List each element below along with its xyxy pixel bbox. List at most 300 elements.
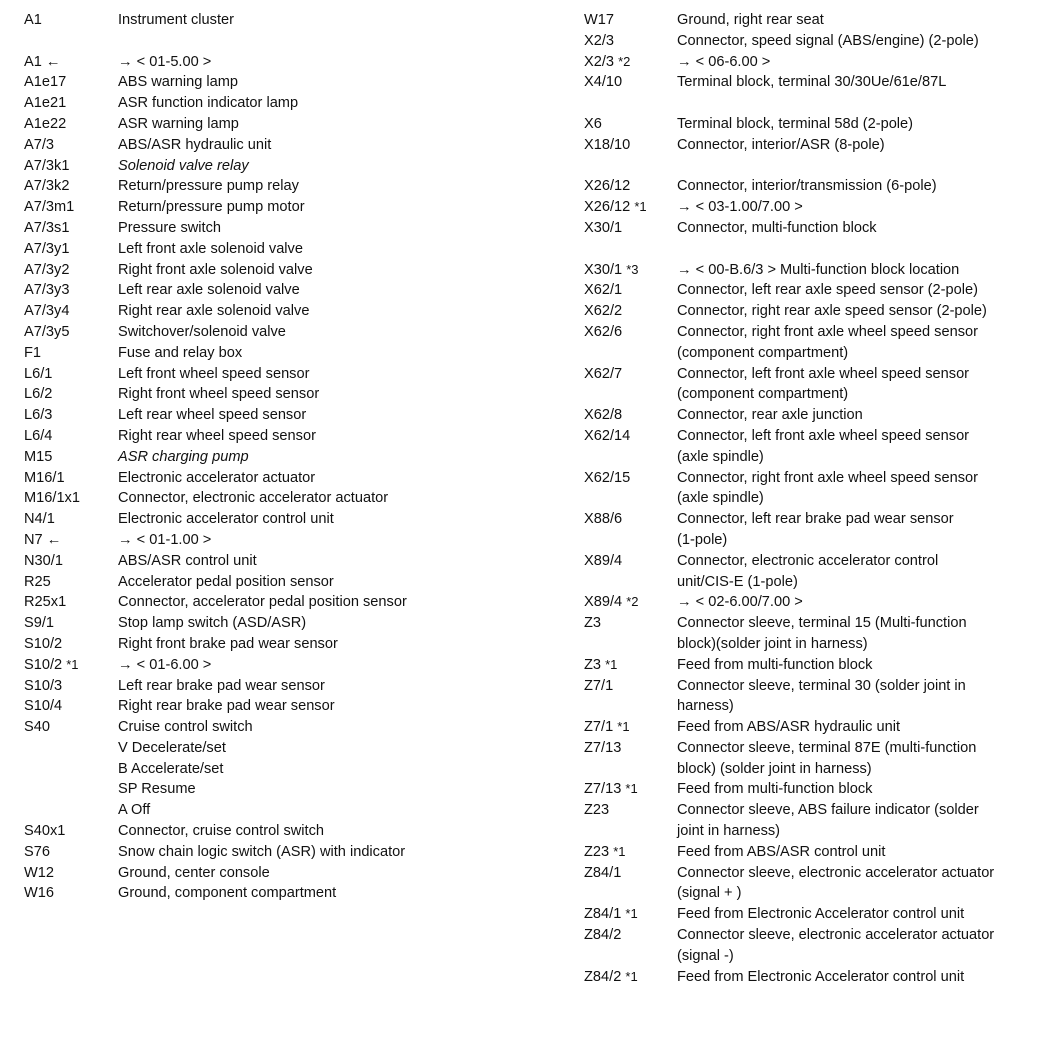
component-description: V Decelerate/set xyxy=(118,739,226,756)
component-code xyxy=(584,800,677,821)
component-code xyxy=(24,343,118,364)
component-code-text: Z84/1 xyxy=(584,864,622,881)
component-code xyxy=(584,364,677,385)
legend-entry xyxy=(24,779,524,800)
component-code xyxy=(24,551,118,572)
legend-entry xyxy=(24,176,524,197)
legend-entry xyxy=(24,260,524,281)
legend-entry xyxy=(24,842,524,863)
component-description: Connector sleeve, terminal 30 (solder joint in harness) xyxy=(677,677,966,715)
component-code-text: Z84/1 xyxy=(584,906,622,923)
legend-entry xyxy=(584,301,1054,322)
component-code xyxy=(584,613,677,634)
component-description: Instrument cluster xyxy=(118,12,234,28)
blank-line xyxy=(24,31,524,52)
component-code xyxy=(584,842,677,863)
component-description: Connector, accelerator pedal position sensor xyxy=(118,594,407,611)
footnote-marker: *1 xyxy=(617,719,630,735)
component-description: Connector, right front axle wheel speed sensor (axle spindle) xyxy=(677,469,978,507)
component-code xyxy=(24,239,118,260)
component-code xyxy=(584,717,677,738)
legend-entry xyxy=(24,322,524,343)
component-description: Connector, multi-function block xyxy=(677,219,877,236)
component-code xyxy=(584,197,677,218)
legend-entry xyxy=(24,509,524,530)
component-description: Connector, left rear brake pad wear sensor (1-pole) xyxy=(677,511,954,548)
component-description: Connector, electronic accelerator control unit/CIS-E (1-pole) xyxy=(677,552,939,590)
blank-line xyxy=(584,239,1054,260)
component-code-text: A1 ← xyxy=(24,53,61,70)
legend-entry xyxy=(584,52,1054,73)
legend-entry xyxy=(24,696,524,717)
footnote-marker: *1 xyxy=(66,656,79,672)
legend-entry xyxy=(584,31,1054,52)
component-code-text: X62/15 xyxy=(584,469,631,486)
component-code-text: L6/1 xyxy=(24,365,53,382)
component-description: Return/pressure pump relay xyxy=(118,178,299,195)
component-code xyxy=(584,176,677,197)
component-code xyxy=(24,72,118,93)
component-description: Right rear brake pad wear sensor xyxy=(118,698,335,715)
component-description: Feed from Electronic Accelerator control unit xyxy=(677,968,965,985)
component-code-text: W17 xyxy=(584,12,615,28)
component-description: → < 01-1.00 > xyxy=(118,531,212,548)
component-code xyxy=(24,447,118,468)
component-code-text: X26/12 xyxy=(584,178,631,195)
component-code-text: A1 xyxy=(24,12,42,28)
legend-entry xyxy=(24,800,524,821)
component-code xyxy=(584,322,677,343)
component-description: Electronic accelerator control unit xyxy=(118,511,334,528)
component-description: B Accelerate/set xyxy=(118,760,224,777)
component-code xyxy=(584,405,677,426)
component-code xyxy=(24,218,118,239)
legend-entry xyxy=(584,509,1054,551)
component-code xyxy=(24,426,118,447)
component-code xyxy=(24,114,118,135)
component-code-text: Z3 xyxy=(584,656,602,673)
legend-entry xyxy=(24,364,524,385)
component-code-text: N7 ← xyxy=(24,531,62,548)
component-code xyxy=(24,468,118,489)
component-code-text: X4/10 xyxy=(584,74,623,91)
component-code xyxy=(584,260,677,281)
component-description: → < 02-6.00/7.00 > xyxy=(677,594,803,611)
component-code xyxy=(584,738,677,759)
left-column xyxy=(24,10,524,904)
component-description: Snow chain logic switch (ASR) with indicator xyxy=(118,843,406,860)
component-code-text: S10/2 xyxy=(24,635,63,652)
legend-entry xyxy=(584,197,1054,218)
component-description: Feed from Electronic Accelerator control unit xyxy=(677,906,965,923)
component-code xyxy=(584,52,677,73)
component-description: Right front axle solenoid valve xyxy=(118,261,313,278)
component-code xyxy=(584,72,677,93)
legend-entry xyxy=(584,551,1054,593)
component-code-text: A7/3y3 xyxy=(24,282,70,299)
component-code xyxy=(24,301,118,322)
component-description: Feed from multi-function block xyxy=(677,781,873,798)
component-code-text: S76 xyxy=(24,843,50,860)
legend-entry xyxy=(24,405,524,426)
component-code xyxy=(24,405,118,426)
legend-entry xyxy=(24,883,524,904)
component-code xyxy=(24,156,118,177)
blank-line xyxy=(584,93,1054,114)
component-code-text: A7/3y2 xyxy=(24,261,70,278)
component-code-text: F1 xyxy=(24,344,42,361)
legend-entry xyxy=(584,904,1054,925)
component-code xyxy=(584,967,677,988)
component-description: Connector, left rear axle speed sensor (2-pole) xyxy=(677,282,978,299)
component-code xyxy=(584,509,677,530)
component-description: Ground, right rear seat xyxy=(677,12,824,28)
legend-entry xyxy=(24,114,524,135)
legend-entry xyxy=(24,447,524,468)
footnote-marker: *3 xyxy=(626,261,639,277)
component-code-text: A7/3s1 xyxy=(24,219,70,236)
component-code-text: X89/4 xyxy=(584,552,623,569)
component-code-text: Z7/13 xyxy=(584,739,622,756)
legend-entry xyxy=(24,280,524,301)
component-code-text: A1e22 xyxy=(24,115,67,132)
component-description: Connector, cruise control switch xyxy=(118,823,325,840)
legend-entry xyxy=(584,135,1054,156)
component-description: Left rear wheel speed sensor xyxy=(118,407,307,424)
component-description: Connector, interior/transmission (6-pole) xyxy=(677,178,937,195)
component-description: Fuse and relay box xyxy=(118,344,243,361)
component-code-text: L6/3 xyxy=(24,407,53,424)
component-code-text: X88/6 xyxy=(584,511,623,528)
legend-entry xyxy=(584,280,1054,301)
component-code xyxy=(24,572,118,593)
component-code-text: S9/1 xyxy=(24,615,55,632)
component-code xyxy=(24,634,118,655)
legend-entry xyxy=(24,676,524,697)
component-description: Connector sleeve, terminal 15 (Multi-function block)(solder joint in harness) xyxy=(677,615,967,652)
component-code xyxy=(24,676,118,697)
legend-entry xyxy=(584,72,1054,93)
component-code-text: N4/1 xyxy=(24,511,55,528)
component-code-text: X62/8 xyxy=(584,407,623,424)
component-description: Feed from ABS/ASR hydraulic unit xyxy=(677,719,901,736)
component-code xyxy=(584,676,677,697)
component-code-text: Z23 xyxy=(584,843,610,860)
component-code-text: S40x1 xyxy=(24,823,66,840)
component-description: Connector, right rear axle speed sensor (2-pole) xyxy=(677,303,987,320)
legend-entry xyxy=(24,634,524,655)
component-code-text: X62/6 xyxy=(584,323,623,340)
component-code-text: X18/10 xyxy=(584,136,631,153)
component-code xyxy=(584,551,677,572)
legend-entry xyxy=(584,592,1054,613)
component-description: Connector sleeve, ABS failure indicator (solder joint in harness) xyxy=(677,802,979,840)
component-description: Feed from ABS/ASR control unit xyxy=(677,843,886,860)
legend-entry xyxy=(24,72,524,93)
legend-entry xyxy=(24,301,524,322)
component-description: → < 01-5.00 > xyxy=(118,53,212,70)
legend-entry xyxy=(584,10,1054,31)
legend-entry xyxy=(584,426,1054,468)
legend-entry xyxy=(24,613,524,634)
component-description: ASR warning lamp xyxy=(118,115,239,132)
component-code xyxy=(24,655,118,676)
footnote-marker: *1 xyxy=(625,968,638,984)
component-description: Connector, electronic accelerator actuator xyxy=(118,490,389,507)
component-code xyxy=(24,280,118,301)
component-code xyxy=(584,779,677,800)
footnote-marker: *2 xyxy=(626,594,639,610)
component-description: Ground, center console xyxy=(118,864,270,881)
component-description: Connector, rear axle junction xyxy=(677,407,863,424)
component-description: ASR function indicator lamp xyxy=(118,95,299,112)
component-code-text: X62/1 xyxy=(584,282,623,299)
component-description: Stop lamp switch (ASD/ASR) xyxy=(118,615,307,632)
component-description: Connector, interior/ASR (8-pole) xyxy=(677,136,885,153)
blank-line xyxy=(584,156,1054,177)
legend-entry xyxy=(24,655,524,676)
component-description: Pressure switch xyxy=(118,219,221,236)
legend-entry xyxy=(24,135,524,156)
component-code xyxy=(24,135,118,156)
footnote-marker: *2 xyxy=(618,53,631,69)
legend-entry xyxy=(24,488,524,509)
component-code-text: Z84/2 xyxy=(584,927,622,944)
component-code-text: A7/3y4 xyxy=(24,303,70,320)
component-code xyxy=(24,52,118,73)
component-code xyxy=(24,696,118,717)
component-description: Solenoid valve relay xyxy=(118,157,249,174)
component-code-text: X62/7 xyxy=(584,365,623,382)
component-description: Connector, speed signal (ABS/engine) (2-pole) xyxy=(677,32,979,49)
component-description: Connector, left front axle wheel speed sensor (component compartment) xyxy=(677,365,970,403)
component-description: Electronic accelerator actuator xyxy=(118,469,316,486)
component-code-text: X30/1 xyxy=(584,261,623,278)
component-code xyxy=(584,280,677,301)
component-code-text: S40 xyxy=(24,719,50,736)
component-code-text: X2/3 xyxy=(584,32,615,49)
component-description: Left rear axle solenoid valve xyxy=(118,282,300,299)
component-code xyxy=(584,655,677,676)
legend-entry xyxy=(584,405,1054,426)
footnote-marker: *1 xyxy=(625,906,638,922)
component-code xyxy=(24,592,118,613)
component-code-text: R25 xyxy=(24,573,51,590)
component-code xyxy=(584,592,677,613)
component-code-text: X2/3 xyxy=(584,53,615,70)
legend-entry xyxy=(584,613,1054,655)
component-description: Feed from multi-function block xyxy=(677,656,873,673)
component-description: → < 06-6.00 > xyxy=(677,53,771,70)
component-code xyxy=(584,468,677,489)
component-code-text: R25x1 xyxy=(24,594,67,611)
component-code xyxy=(24,10,118,31)
legend-entry xyxy=(584,468,1054,510)
component-description: Connector, right front axle wheel speed sensor (component compartment) xyxy=(677,323,978,361)
component-code xyxy=(24,509,118,530)
component-code xyxy=(24,322,118,343)
component-code xyxy=(24,530,118,551)
legend-entry xyxy=(24,759,524,780)
component-code xyxy=(584,10,677,31)
legend-entry xyxy=(584,176,1054,197)
component-description: Terminal block, terminal 58d (2-pole) xyxy=(677,115,914,132)
component-description: Right rear axle solenoid valve xyxy=(118,303,310,320)
legend-entry xyxy=(24,218,524,239)
legend-entry xyxy=(24,468,524,489)
footnote-marker: *1 xyxy=(605,656,618,672)
component-code xyxy=(24,384,118,405)
component-description: ABS/ASR control unit xyxy=(118,552,257,569)
component-description: Connector, left front axle wheel speed sensor (axle spindle) xyxy=(677,427,970,465)
component-code-text: S10/4 xyxy=(24,698,63,715)
legend-entry xyxy=(24,821,524,842)
component-description: Ground, component compartment xyxy=(118,885,337,902)
component-code-text: X26/12 xyxy=(584,199,631,216)
component-description: A Off xyxy=(118,802,151,819)
legend-entry xyxy=(584,842,1054,863)
footnote-marker: *1 xyxy=(625,781,638,797)
component-code-text: N30/1 xyxy=(24,552,63,569)
component-code xyxy=(24,93,118,114)
component-code xyxy=(584,218,677,239)
component-description: Switchover/solenoid valve xyxy=(118,323,286,340)
component-code-text: W12 xyxy=(24,864,55,881)
component-description: → < 03-1.00/7.00 > xyxy=(677,199,803,216)
component-code xyxy=(24,717,118,738)
legend-entry xyxy=(584,779,1054,800)
component-description: ASR charging pump xyxy=(118,448,249,465)
component-code xyxy=(584,135,677,156)
component-code-text: Z7/13 xyxy=(584,781,622,798)
component-code-text: Z23 xyxy=(584,802,610,819)
component-description: Cruise control switch xyxy=(118,719,253,736)
component-code-text: M16/1 xyxy=(24,469,65,486)
legend-entry xyxy=(584,717,1054,738)
component-code xyxy=(24,260,118,281)
component-code-text: X62/14 xyxy=(584,427,631,444)
legend-entry xyxy=(24,239,524,260)
component-code-text: X30/1 xyxy=(584,219,623,236)
legend-entry xyxy=(584,925,1054,967)
legend-entry xyxy=(584,967,1054,988)
component-description: SP Resume xyxy=(118,781,196,798)
component-description: → < 00-B.6/3 > Multi-function block location xyxy=(677,261,960,278)
legend-entry xyxy=(24,863,524,884)
legend-entry xyxy=(24,93,524,114)
component-code xyxy=(24,863,118,884)
legend-entry xyxy=(24,717,524,738)
legend-entry xyxy=(24,530,524,551)
legend-entry xyxy=(584,800,1054,842)
component-code-text: W16 xyxy=(24,885,55,902)
legend-entry xyxy=(584,218,1054,239)
legend-entry xyxy=(584,114,1054,135)
legend-entry xyxy=(24,551,524,572)
component-description: Connector sleeve, terminal 87E (multi-function block) (solder joint in harness) xyxy=(677,739,977,777)
legend-entry xyxy=(24,156,524,177)
component-description: → < 01-6.00 > xyxy=(118,656,212,673)
legend-entry xyxy=(584,260,1054,281)
component-code xyxy=(24,176,118,197)
component-code-text: L6/4 xyxy=(24,427,53,444)
component-code xyxy=(584,904,677,925)
component-code xyxy=(584,426,677,447)
footnote-marker: *1 xyxy=(613,843,626,859)
component-code xyxy=(24,883,118,904)
legend-entry xyxy=(24,426,524,447)
component-description: Accelerator pedal position sensor xyxy=(118,573,334,590)
component-description: Left front axle solenoid valve xyxy=(118,240,303,257)
component-code-text: A7/3k1 xyxy=(24,157,70,174)
component-code xyxy=(24,197,118,218)
component-code-text: A1e17 xyxy=(24,74,67,91)
legend-entry xyxy=(584,863,1054,905)
legend-entry xyxy=(584,364,1054,406)
component-description: Return/pressure pump motor xyxy=(118,199,305,216)
component-description: Left rear brake pad wear sensor xyxy=(118,677,325,694)
component-code xyxy=(584,925,677,946)
component-code xyxy=(584,863,677,884)
component-description: ABS warning lamp xyxy=(118,74,239,91)
component-code-text: Z7/1 xyxy=(584,719,614,736)
component-code xyxy=(584,31,677,52)
component-code xyxy=(24,842,118,863)
component-code-text: A1e21 xyxy=(24,95,67,112)
component-code xyxy=(584,301,677,322)
component-code xyxy=(24,488,118,509)
component-code xyxy=(24,613,118,634)
component-code-text: X89/4 xyxy=(584,594,623,611)
component-code-text: Z7/1 xyxy=(584,677,614,694)
right-column xyxy=(584,10,1054,987)
component-code-text: Z84/2 xyxy=(584,968,622,985)
legend-entry xyxy=(584,322,1054,364)
component-description: ABS/ASR hydraulic unit xyxy=(118,136,272,153)
component-description: Right front wheel speed sensor xyxy=(118,386,320,403)
component-code-text: A7/3k2 xyxy=(24,178,70,195)
component-code xyxy=(24,364,118,385)
legend-entry xyxy=(24,52,524,73)
component-code xyxy=(584,114,677,135)
component-description: Left front wheel speed sensor xyxy=(118,365,310,382)
component-code-text: A7/3m1 xyxy=(24,199,75,216)
component-description: Terminal block, terminal 30/30Ue/61e/87L xyxy=(677,74,947,91)
legend-entry xyxy=(584,676,1054,718)
component-code-text: A7/3 xyxy=(24,136,55,153)
component-code-text: M15 xyxy=(24,448,53,465)
component-code-text: L6/2 xyxy=(24,386,53,403)
legend-entry xyxy=(24,592,524,613)
component-description: Right front brake pad wear sensor xyxy=(118,635,338,652)
legend-entry xyxy=(584,655,1054,676)
legend-entry xyxy=(24,10,524,31)
component-code-text: Z3 xyxy=(584,615,602,632)
component-code-text: A7/3y1 xyxy=(24,240,70,257)
component-description: Right rear wheel speed sensor xyxy=(118,427,316,444)
legend-entry xyxy=(24,197,524,218)
footnote-marker: *1 xyxy=(634,199,647,215)
legend-entry xyxy=(24,572,524,593)
component-code-text: X62/2 xyxy=(584,303,623,320)
component-description: Connector sleeve, electronic accelerator actuator (signal -) xyxy=(677,927,995,964)
legend-entry xyxy=(24,343,524,364)
component-code-text: S10/2 xyxy=(24,656,63,673)
component-code xyxy=(24,821,118,842)
component-code-text: X6 xyxy=(584,115,602,132)
legend-entry xyxy=(24,738,524,759)
component-code-text: M16/1x1 xyxy=(24,490,80,507)
